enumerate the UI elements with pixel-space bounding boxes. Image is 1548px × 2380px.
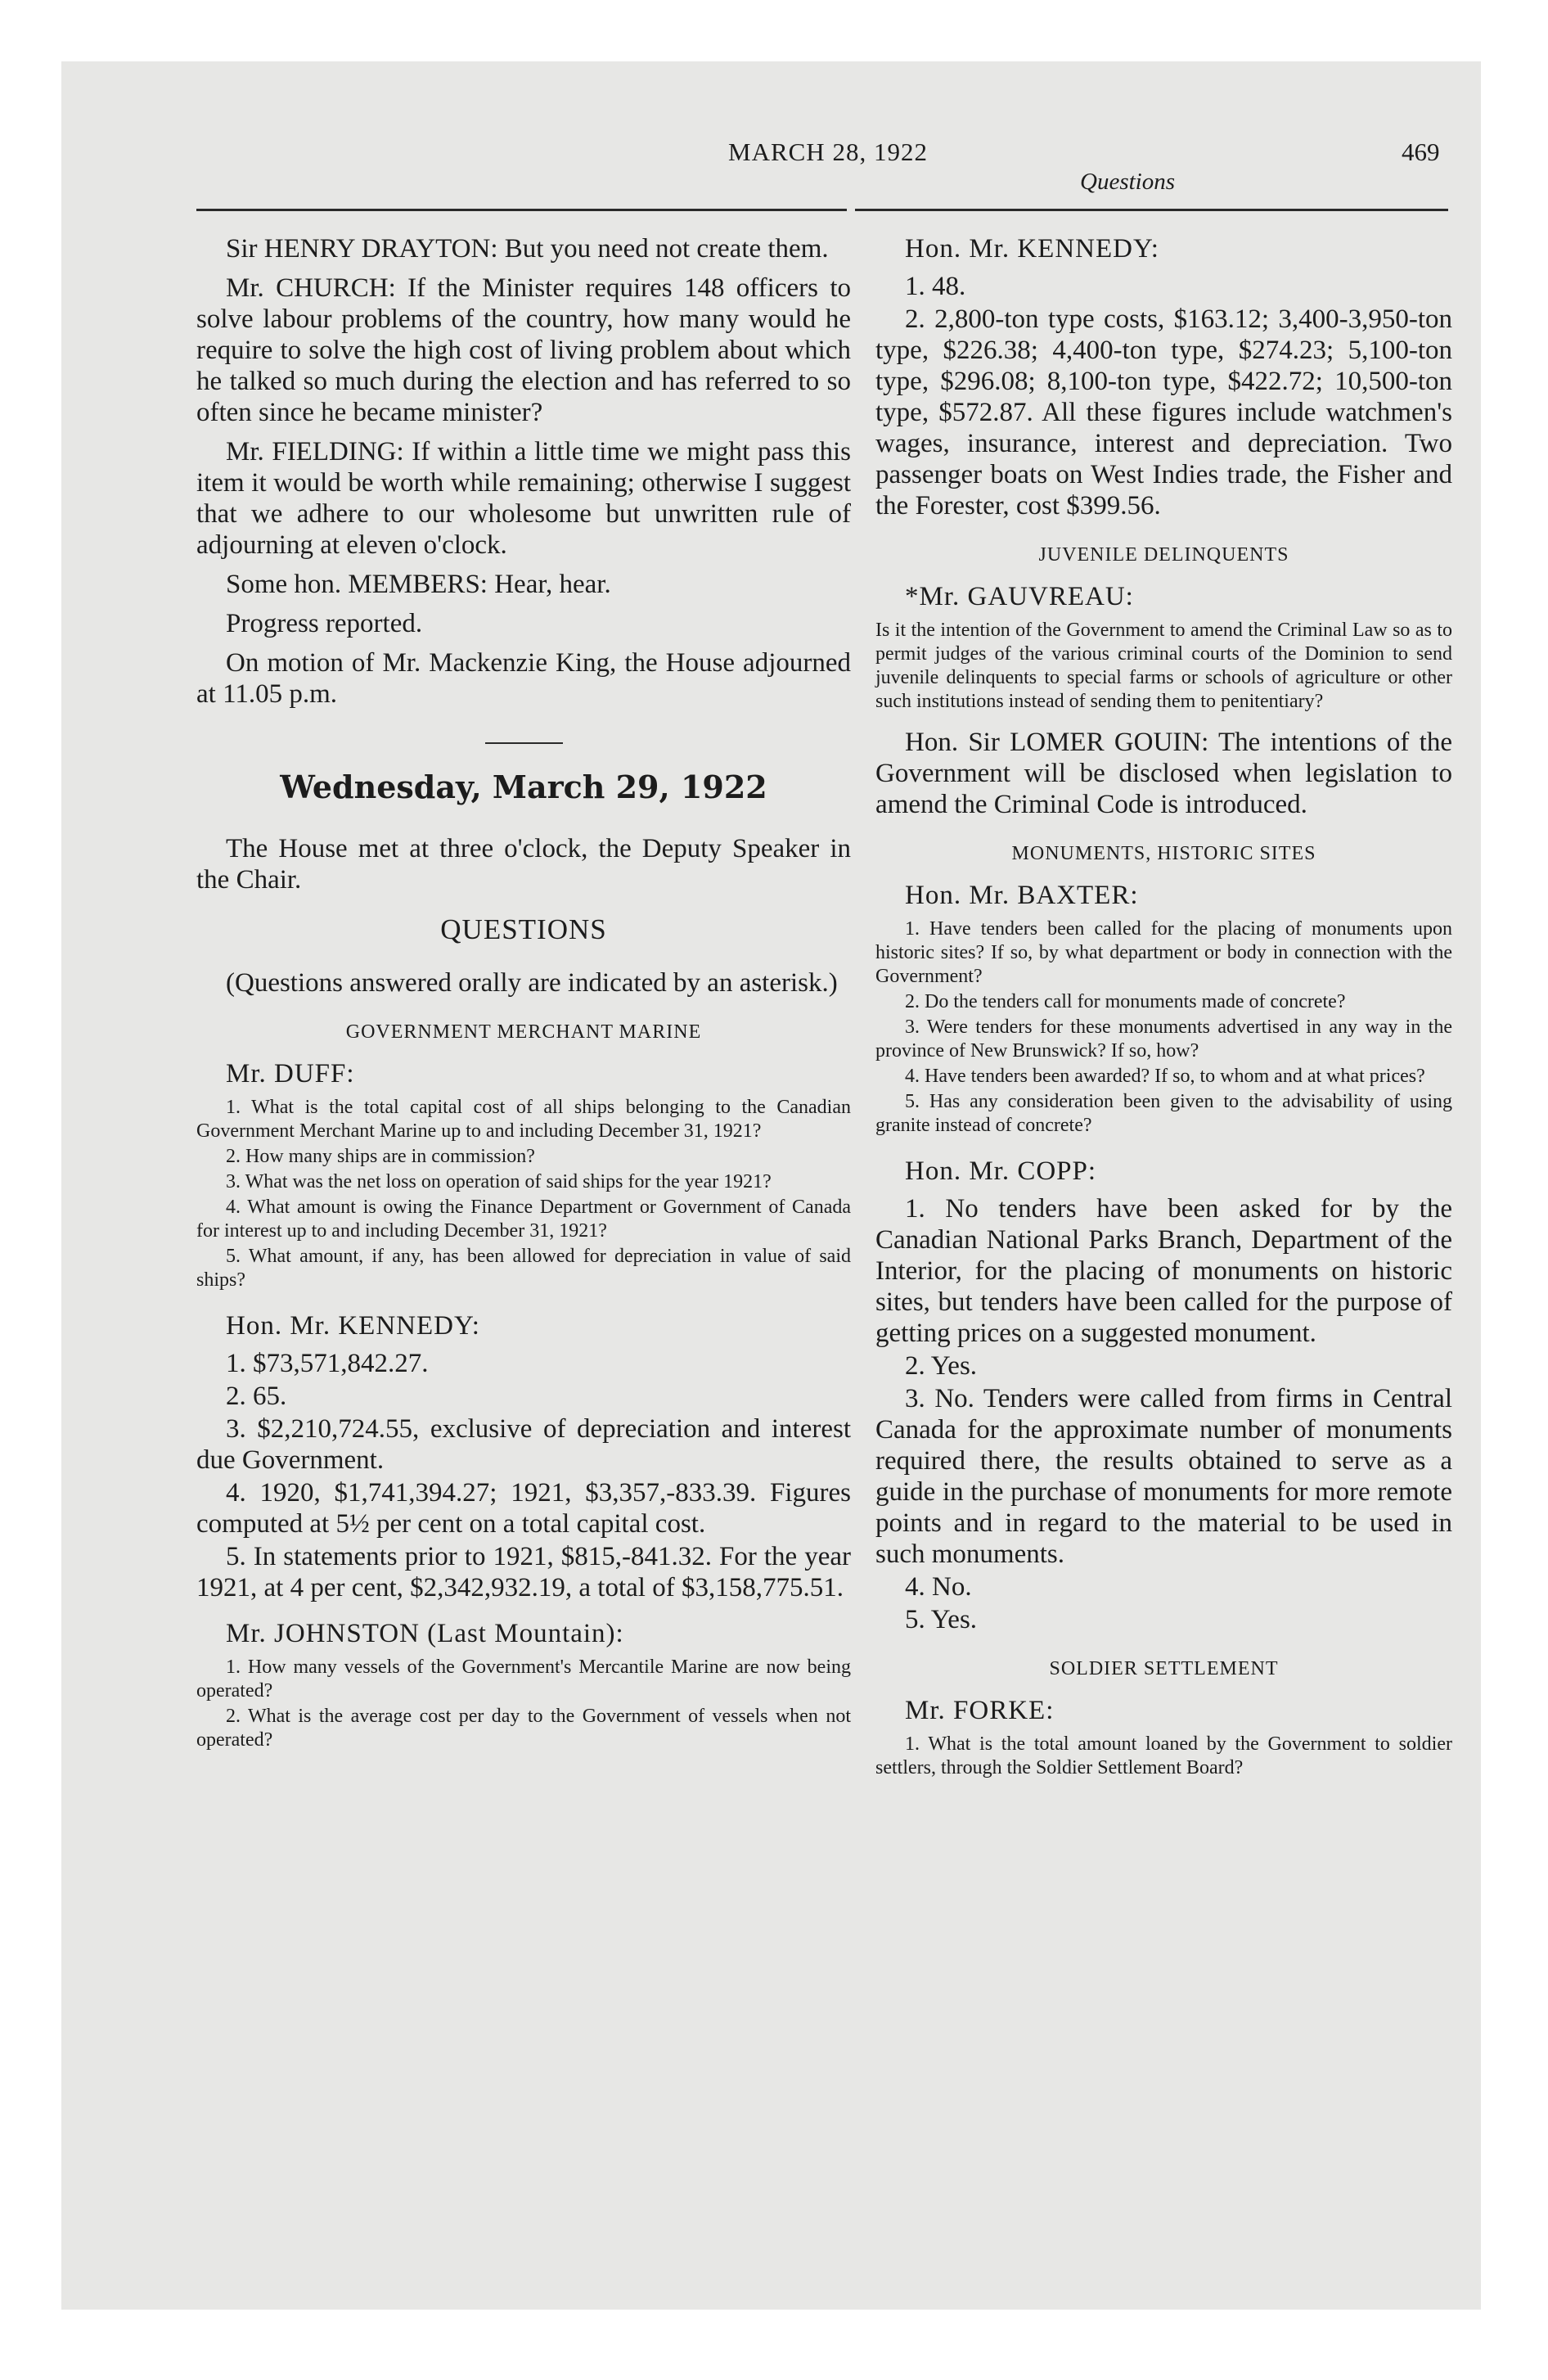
baxter-question: 4. Have tenders been awarded? If so, to whom and at what prices? — [905, 1066, 1425, 1087]
house-met: The House met at three o'clock, the Deputy Speaker in the Chair. — [196, 834, 851, 895]
header-section: Questions — [1080, 169, 1175, 195]
section-divider — [485, 742, 563, 744]
kennedy-answer: 1. 48. — [905, 272, 966, 301]
duff-question: 4. What amount is owing the Finance Department or Government of Canada for interest up to and including December 31, 1921? — [196, 1197, 851, 1242]
church-remark: Mr. CHURCH: If the Minister requires 148 officers to solve labour problems of the country, how many would he require to solve the high cost of living problem about which he talked so much during the election and has referred to so often since he became minister? — [196, 273, 851, 427]
header-rule-left — [196, 209, 847, 211]
progress-reported: Progress reported. — [226, 609, 423, 638]
duff-question: 2. How many ships are in commission? — [226, 1146, 535, 1167]
copp-answer: 2. Yes. — [905, 1351, 978, 1381]
duff-question: 1. What is the total capital cost of all ships belonging to the Canadian Government Merchant Marine up to and including December 31, 1921? — [196, 1097, 851, 1142]
copp-answer: 1. No tenders have been asked for by the Canadian National Parks Branch, Department of the Interior, for the placing of monuments on historic sites, but tenders have been called for the purpose of getting prices on a suggested monument. — [875, 1194, 1452, 1348]
copp-answer: 5. Yes. — [905, 1605, 978, 1634]
duff-question: 5. What amount, if any, has been allowed for depreciation in value of said ships? — [196, 1246, 851, 1291]
date-heading: Wednesday, March 29, 1922 — [280, 769, 767, 805]
monuments-heading: MONUMENTS, HISTORIC SITES — [1011, 843, 1316, 864]
baxter-question: 3. Were tenders for these monuments advertised in any way in the province of New Brunswick? If so, how? — [875, 1016, 1452, 1062]
kennedy-speaker: Hon. Mr. KENNEDY: — [905, 234, 1159, 264]
fielding-remark: Mr. FIELDING: If within a little time we might pass this item it would be worth while remaining; otherwise I suggest that we adhere to our wholesome but unwritten rule of adjourning at eleven o'clock. — [196, 437, 851, 560]
kennedy-answer: 2. 2,800-ton type costs, $163.12; 3,400-3,950-ton type, $226.38; 4,400-ton type, $274.23; 5,100-ton type, $296.08; 8,100-ton type, $422.72; 10,500-ton type, $572.87. All these figures include watchmen's wages, insurance, interest and depreciation. Two passenger boats on West Indies trade, the Fisher and the Forester, cost $399.56. — [875, 304, 1452, 521]
adjournment: On motion of Mr. Mackenzie King, the House adjourned at 11.05 p.m. — [196, 648, 851, 709]
gmm-heading: GOVERNMENT MERCHANT MARINE — [345, 1021, 702, 1043]
baxter-speaker: Hon. Mr. BAXTER: — [905, 881, 1139, 910]
spacer — [875, 715, 1452, 727]
baxter-question: 2. Do the tenders call for monuments made of concrete? — [905, 991, 1346, 1012]
copp-speaker: Hon. Mr. COPP: — [905, 1156, 1097, 1186]
forke-speaker: Mr. FORKE: — [905, 1696, 1055, 1725]
kennedy-answer: 3. $2,210,724.55, exclusive of depreciation and interest due Government. — [196, 1414, 851, 1475]
baxter-question: 5. Has any consideration been given to the advisability of using granite instead of concrete? — [875, 1091, 1452, 1136]
gouin-reply: Hon. Sir LOMER GOUIN: The intentions of the Government will be disclosed when legislation to amend the Criminal Code is introduced. — [875, 728, 1452, 819]
header-date: MARCH 28, 1922 — [728, 137, 928, 166]
juvenile-heading: JUVENILE DELINQUENTS — [1038, 544, 1289, 566]
page-number: 469 — [1402, 137, 1440, 166]
kennedy-answer: 5. In statements prior to 1921, $815,-841.32. For the year 1921, at 4 per cent, $2,342,932.19, a total of $3,158,775.51. — [196, 1542, 851, 1602]
drayton-remark: Sir HENRY DRAYTON: But you need not create them. — [226, 234, 829, 264]
questions-heading: QUESTIONS — [440, 913, 607, 945]
baxter-question: 1. Have tenders been called for the placing of monuments upon historic sites? If so, by what department or body in connection with the Government? — [875, 918, 1452, 987]
gauvreau-speaker: *Mr. GAUVREAU: — [905, 582, 1134, 611]
kennedy-answer: 4. 1920, $1,741,394.27; 1921, $3,357,-833.39. Figures computed at 5½ per cent on a total capital cost. — [196, 1478, 851, 1539]
forke-question: 1. What is the total amount loaned by the Government to soldier settlers, through the Soldier Settlement Board? — [875, 1733, 1452, 1778]
asterisk-note: (Questions answered orally are indicated by an asterisk.) — [226, 968, 838, 998]
kennedy-answer: 1. $73,571,842.27. — [226, 1349, 429, 1378]
copp-answer: 4. No. — [905, 1572, 972, 1602]
members-remark: Some hon. MEMBERS: Hear, hear. — [226, 570, 611, 599]
right-column — [875, 233, 1452, 1782]
soldier-heading: SOLDIER SETTLEMENT — [1049, 1658, 1279, 1679]
header-rule-right — [855, 209, 1448, 211]
copp-answer: 3. No. Tenders were called from firms in Central Canada for the approximate number of monuments required there, the results obtained to serve as a guide in the purchase of monuments for more remote points and in regard to the material to be used in such monuments. — [875, 1384, 1452, 1569]
gauvreau-question: Is it the intention of the Government to amend the Criminal Law so as to permit judges of the various criminal courts of the Dominion to send juvenile delinquents to special farms or schools of agriculture or other such institutions instead of sending them to penitentiary? — [875, 620, 1452, 712]
duff-question: 3. What was the net loss on operation of said ships for the year 1921? — [226, 1171, 772, 1192]
kennedy-speaker: Hon. Mr. KENNEDY: — [226, 1311, 480, 1341]
duff-speaker: Mr. DUFF: — [226, 1059, 355, 1089]
left-column — [196, 233, 851, 1754]
johnston-speaker: Mr. JOHNSTON (Last Mountain): — [226, 1619, 624, 1648]
kennedy-answer: 2. 65. — [226, 1382, 287, 1411]
johnston-question: 2. What is the average cost per day to the Government of vessels when not operated? — [196, 1706, 851, 1751]
johnston-question: 1. How many vessels of the Government's Mercantile Marine are now being operated? — [196, 1657, 851, 1702]
